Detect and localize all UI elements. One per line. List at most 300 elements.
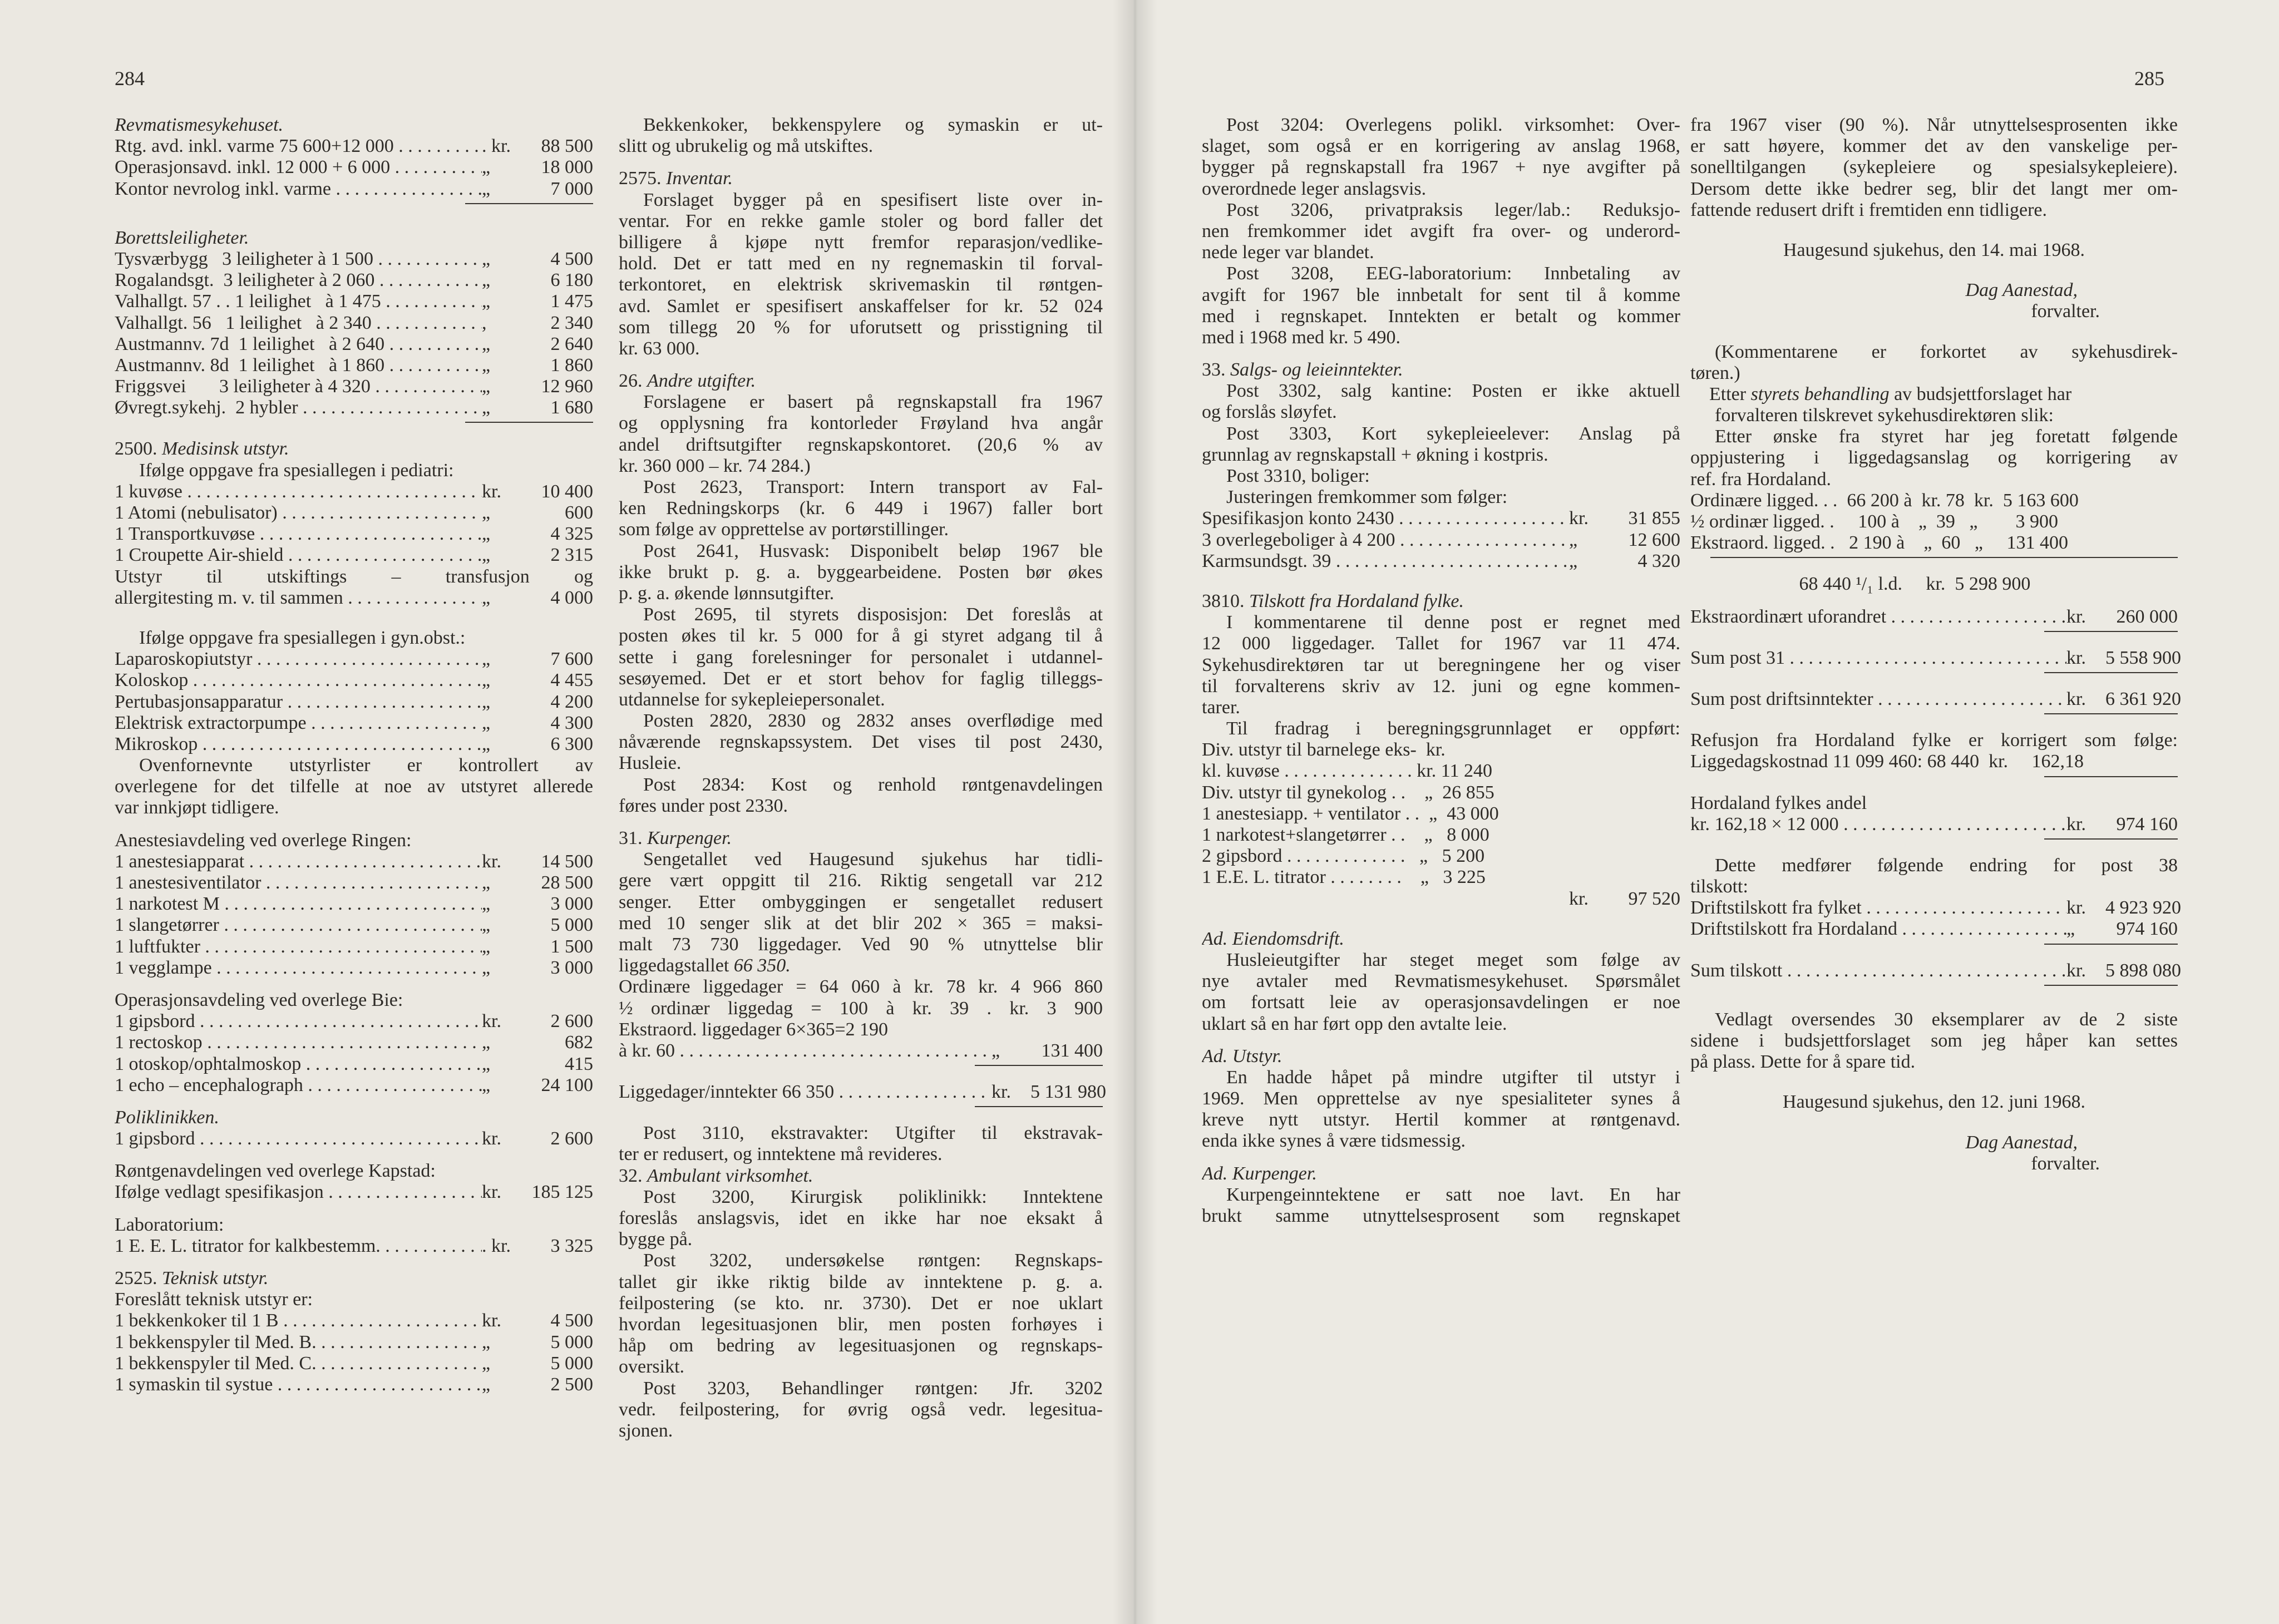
ledger-unit: „ xyxy=(1569,529,1578,550)
text-line: nen fremkommer idet avgift fra over- og underord- xyxy=(1202,220,1680,241)
ledger-unit: „ xyxy=(482,397,491,418)
ledger-amount: 18 000 xyxy=(541,157,593,178)
ledger-amount: 600 xyxy=(565,502,593,523)
ledger-label: 1 luftfukter . . . xyxy=(115,936,482,957)
text-line: ikke brukt p. g. a. byggearbeidene. Posten bør økes xyxy=(619,561,1103,583)
ledger-unit: „ xyxy=(482,733,491,754)
text-line: med 10 senger slik at det blir 202 × 365 = maksi- xyxy=(619,912,1103,934)
ledger-unit: kr. xyxy=(2066,897,2086,919)
text-line: Hordaland fylkes andel xyxy=(1690,792,1867,813)
sum-rule xyxy=(2044,713,2178,714)
ledger-row xyxy=(115,957,593,979)
spacer xyxy=(1690,595,2178,606)
spacer xyxy=(619,1070,1103,1082)
right-page-column-2 xyxy=(1690,115,2181,1174)
ledger-row xyxy=(115,872,593,894)
spacer xyxy=(619,157,1103,168)
ledger-unit: „ xyxy=(482,649,491,670)
ledger-label: Ekstraordinært uforandret . . . xyxy=(1690,606,2066,628)
text-line: 68 440 ¹/₁ l.d. kr. 5 298 900 xyxy=(1690,574,2031,595)
ledger-row xyxy=(115,1054,593,1075)
text-line: føres under post 2330. xyxy=(619,795,788,816)
ledger-amount: 6 300 xyxy=(550,733,593,754)
ledger-label: Friggsvei 3 leiligheter à 4 320 . . . xyxy=(115,376,482,397)
ledger-unit: „ xyxy=(482,354,491,376)
ledger-row xyxy=(115,894,593,915)
ledger-row xyxy=(115,355,593,376)
ledger-unit: „ xyxy=(482,545,491,566)
text-line: tarer. xyxy=(1202,697,1240,718)
ledger-label: Ifølge vedlagt spesifikasjon . . . xyxy=(115,1182,482,1203)
ledger-row xyxy=(115,588,593,609)
sum-rule xyxy=(2044,985,2178,986)
ledger-label: Rtg. avd. inkl. varme 75 600+12 000 . . . xyxy=(115,136,482,157)
spacer xyxy=(1690,1113,2178,1132)
right-page xyxy=(1133,0,2279,1624)
ledger-amount: 4 500 xyxy=(550,248,593,269)
text-line: ½ ordinær ligged. . 100 à „ 39 „ 3 900 xyxy=(1690,511,2059,532)
text-line: avd. Samlet er spesifisert anskaffelser for kr. 52 024 xyxy=(619,295,1103,317)
text-line: nye avtaler med Revmatismesykehuset. Spørsmålet xyxy=(1202,971,1680,992)
spacer xyxy=(115,1257,593,1268)
section-heading: Ad. Eiendomsdrift. xyxy=(1202,928,1344,949)
sum-rule xyxy=(975,1065,1103,1066)
text-line: var innkjøpt tidligere. xyxy=(115,797,279,818)
ledger-row xyxy=(115,1182,593,1203)
ledger-amount: 14 500 xyxy=(541,851,593,872)
sum-rule xyxy=(2044,838,2178,840)
text-line: Utstyr til utskiftings – transfusjon og xyxy=(115,566,593,587)
text-line: 2 gipsbord . . . . . . . . . . . . . „ 5 200 xyxy=(1202,846,1485,867)
text-line: Div. utstyr til barnelege eks- kr. xyxy=(1202,739,1446,761)
text-line: Post 2834: Kost og renhold røntgenavdelingen xyxy=(643,774,1103,795)
ledger-amount: 24 100 xyxy=(541,1074,593,1095)
spacer xyxy=(1690,678,2178,689)
ledger-amount: 974 160 xyxy=(2116,919,2178,940)
section-heading xyxy=(619,955,1103,976)
ledger-amount: 1 475 xyxy=(550,291,593,312)
ledger-label: Spesifikasjon konto 2430 . . . xyxy=(1202,508,1569,529)
ledger-amount: 974 160 xyxy=(2116,813,2178,835)
ledger-row xyxy=(115,1032,593,1053)
ledger-row xyxy=(115,136,593,157)
ledger-label: Driftstilskott fra fylket . . . xyxy=(1690,897,2066,919)
spacer xyxy=(115,979,593,990)
ledger-row xyxy=(115,157,593,178)
text-line: bygge på. xyxy=(619,1229,693,1250)
ledger-amount: 5 898 080 xyxy=(2105,960,2181,981)
sum-rule xyxy=(2044,944,2178,945)
text-line: Post 3200, Kirurgisk poliklinikk: Inntektene xyxy=(643,1186,1103,1207)
text-line: til forvalterens skriv av 12. juni og egne kommen- xyxy=(1202,675,1680,697)
ledger-label: Austmannv. 8d 1 leilighet à 1 860 . . . xyxy=(115,355,482,376)
ledger-amount: 1 500 xyxy=(550,936,593,957)
signature-title: forvalter. xyxy=(2031,301,2100,322)
ledger-label: 1 echo – encephalograph . . . xyxy=(115,1075,482,1096)
ledger-label: Austmannv. 7d 1 leilighet à 2 640 . . . xyxy=(115,334,482,355)
ledger-label: Driftstilskott fra Hordaland . . . xyxy=(1690,919,2066,940)
text-line: slitt og ubrukelig og må utskiftes. xyxy=(619,136,874,157)
ledger-row xyxy=(1202,508,1680,529)
text-line: 1 narkotest+slangetørrer . . „ 8 000 xyxy=(1202,825,1489,845)
ledger-label: 1 gipsbord . . . xyxy=(115,1011,482,1032)
text-line: Røntgenavdelingen ved overlege Kapstad: xyxy=(115,1161,436,1182)
text-line: Operasjonsavdeling ved overlege Bie: xyxy=(115,989,403,1010)
heading-number: 2500. xyxy=(115,438,162,460)
ledger-amount: 4 000 xyxy=(550,587,593,608)
ledger-unit: „ xyxy=(482,957,491,978)
section-heading: Ad. Utstyr. xyxy=(1202,1045,1282,1067)
text-line: sette i gang forelesninger for personalet i utdannel- xyxy=(619,646,1103,668)
ledger-amount: 2 340 xyxy=(550,312,593,333)
ledger-unit: kr. xyxy=(482,1310,501,1331)
text-line: hold. Det er tatt med en ny regnemaskin til forval- xyxy=(619,253,1103,274)
ledger-unit: „ xyxy=(482,333,491,354)
section-heading: Poliklinikken. xyxy=(115,1107,219,1128)
ledger-label: 1 rectoskop . . . xyxy=(115,1032,482,1053)
ledger-label: Sum post driftsinntekter . . . xyxy=(1690,689,2066,710)
ledger-row xyxy=(619,1040,1103,1062)
ledger-row xyxy=(115,1353,593,1374)
text-line: oppjustering i liggedagsanslag og korrigering av xyxy=(1690,447,2178,468)
spacer xyxy=(1690,782,2178,793)
text-line: kreve nytt utstyr. Hertil kommer at røntgenavd. xyxy=(1202,1109,1680,1131)
text-line: fra 1967 viser (90 %). Når utnyttelsesprosenten ikke xyxy=(1690,115,2178,135)
ledger-row xyxy=(619,1082,1106,1103)
text-line: Post 3204: Overlegens polikl. virksomhet: Over- xyxy=(1226,115,1680,135)
spacer xyxy=(115,1096,593,1107)
spacer xyxy=(1690,562,2178,574)
ledger-unit: „ xyxy=(482,691,491,712)
ledger-row xyxy=(115,1374,593,1395)
text-line: hvordan legesituasjonen blir, men posten forhøyes i xyxy=(619,1314,1103,1335)
ledger-unit: kr. xyxy=(2066,606,2086,627)
ledger-row xyxy=(115,481,593,502)
ledger-amount: 31 855 xyxy=(1628,508,1680,529)
ledger-label: 1 Croupette Air-shield . . . xyxy=(115,545,482,566)
sum-rule xyxy=(465,203,593,204)
text-line: (Kommentarene er forkortet av sykehusdirek- xyxy=(1715,341,2178,362)
ledger-unit: „ xyxy=(482,915,491,936)
ledger-unit: , xyxy=(482,312,487,333)
ledger-unit: . kr. xyxy=(482,136,511,157)
ledger-unit: kr. xyxy=(1569,888,1589,909)
spacer xyxy=(115,1149,593,1161)
spacer xyxy=(619,1112,1103,1123)
sum-rule xyxy=(1710,557,2178,558)
text-line: billigere å kjøpe nytt fremfor reparasjon/vedlike- xyxy=(619,231,1103,253)
spacer xyxy=(1690,221,2178,240)
heading-number: 33. xyxy=(1202,359,1230,381)
section-heading: Revmatismesykehuset. xyxy=(115,115,284,135)
text-line: gere vært oppgitt til 216. Riktig sengetall var 212 xyxy=(619,870,1103,891)
ledger-row xyxy=(115,1075,593,1096)
ledger-row xyxy=(115,397,593,418)
ledger-row xyxy=(115,734,593,755)
text-line: håp om bedring av legesituasjonen og regnskaps- xyxy=(619,1335,1103,1356)
text-line: Post 3208, EEG-laboratorium: Innbetaling av xyxy=(1226,263,1680,284)
ledger-unit: kr. xyxy=(482,1128,501,1149)
text-line: slaget, som også er en korrigering av anslag 1968, xyxy=(1202,136,1680,157)
ledger-label: 1 anestesiapparat . . . xyxy=(115,851,482,872)
text-line: Forslaget bygger på en spesifisert liste over in- xyxy=(643,189,1103,210)
sum-rule xyxy=(975,1106,1103,1107)
ledger-unit: „ xyxy=(482,1374,491,1395)
dateline: Haugesund sjukehus, den 12. juni 1968. xyxy=(1783,1092,2085,1113)
ledger-amount: 7 600 xyxy=(550,649,593,670)
section-heading: Ad. Kurpenger. xyxy=(1202,1163,1317,1184)
ledger-amount: 5 000 xyxy=(550,915,593,936)
ledger-amount: 185 125 xyxy=(531,1182,593,1203)
text-line: I kommentarene til denne post er regnet med xyxy=(1226,612,1680,633)
ledger-unit: „ xyxy=(482,157,491,178)
ledger-label: Valhallgt. 56 1 leilighet à 2 340 . . . xyxy=(115,313,482,334)
ledger-row xyxy=(1202,551,1680,572)
text-line: Etter ønske fra styret har jeg foretatt følgende xyxy=(1715,426,2178,447)
left-page-column-2 xyxy=(619,115,1106,1442)
ledger-label: 1 anestesiventilator . . . xyxy=(115,872,482,894)
ledger-unit: „ xyxy=(482,248,491,269)
ledger-amount: 12 960 xyxy=(541,376,593,397)
signature-title: forvalter. xyxy=(2031,1153,2100,1174)
text-line: Vedlagt oversendes 30 eksemplarer av de 2 siste xyxy=(1715,1009,2178,1030)
ledger-label: 1 bekkenkoker til 1 B . . . xyxy=(115,1310,482,1331)
text-line: kl. kuvøse . . . . . . . . . . . . . . kr. 11 240 xyxy=(1202,761,1492,782)
ledger-amount: 12 600 xyxy=(1628,529,1680,550)
text-line: bygger på regnskapstall fra 1967 + nye avgifter på xyxy=(1202,157,1680,178)
text-line: Forslagene er basert på regnskapstall fra 1967 xyxy=(643,392,1103,413)
heading-title: styrets behandling xyxy=(1750,383,1890,404)
ledger-row xyxy=(115,376,593,397)
heading-title: Medisinsk utstyr. xyxy=(162,438,289,460)
ledger-amount: 4 300 xyxy=(550,712,593,733)
text-line: Ordinære ligged. . . 66 200 à kr. 78 kr. 5 163 600 xyxy=(1690,490,2079,511)
spacer xyxy=(1690,636,2178,648)
ledger-row xyxy=(115,713,593,734)
ledger-row xyxy=(115,291,593,312)
ledger-amount: 4 325 xyxy=(550,524,593,545)
ledger-label: allergitesting m. v. til sammen . . . xyxy=(115,588,482,609)
ledger-label xyxy=(1202,888,1569,910)
heading-title: Ambulant virksomhet. xyxy=(647,1165,813,1186)
section-heading xyxy=(1202,591,1680,612)
section-heading xyxy=(619,371,1103,392)
text-line: Posten 2820, 2830 og 2832 anses overflødige med xyxy=(643,710,1103,732)
text-line: Foreslått teknisk utstyr er: xyxy=(115,1289,313,1310)
ledger-unit: kr. xyxy=(2066,688,2086,709)
spacer xyxy=(1690,1073,2178,1092)
text-line: Refusjon fra Hordaland fylke er korrigert som følge: xyxy=(1690,730,2178,751)
text-line: foreslås anslagsvis, idet en ikke har noe eksakt å xyxy=(619,1208,1103,1228)
ledger-row xyxy=(115,313,593,334)
dateline: Haugesund sjukehus, den 14. mai 1968. xyxy=(1783,239,2085,260)
ledger-amount: 4 320 xyxy=(1637,550,1680,571)
ledger-label: Tysværbygg 3 leiligheter à 1 500 . . . xyxy=(115,249,482,270)
ledger-label: 1 Atomi (nebulisator) . . . xyxy=(115,502,482,524)
ledger-amount: 6 180 xyxy=(550,270,593,291)
section-heading xyxy=(115,1268,593,1289)
text-line: Post 3203, Behandlinger røntgen: Jfr. 3202 xyxy=(643,1378,1103,1399)
ledger-amount: 3 000 xyxy=(550,957,593,978)
ledger-label: 1 narkotest M . . . xyxy=(115,894,482,915)
ledger-label: 1 E. E. L. titrator for kalkbestemm. . . . xyxy=(115,1236,482,1257)
ledger-row xyxy=(1202,530,1680,551)
ledger-label: Liggedager/inntekter 66 350 . . . xyxy=(619,1082,991,1103)
section-heading xyxy=(619,1166,1103,1187)
ledger-label: Karmsundsgt. 39 . . . xyxy=(1202,551,1569,572)
ledger-label: Sum tilskott . . . xyxy=(1690,960,2066,981)
ledger-unit: „ xyxy=(482,178,491,199)
ledger-label: kr. 162,18 × 12 000 . . . xyxy=(1690,814,2066,835)
spacer xyxy=(1202,910,1680,929)
ledger-label: Pertubasjonsapparatur . . . xyxy=(115,692,482,713)
ledger-row xyxy=(115,524,593,545)
ledger-unit: „ xyxy=(482,1074,491,1095)
ledger-unit: „ xyxy=(2066,919,2075,940)
ledger-amount: 1 860 xyxy=(550,354,593,376)
text-line: malt 73 730 liggedager. Ved 90 % utnyttelse blir xyxy=(619,934,1103,955)
ledger-unit: „ xyxy=(482,270,491,291)
text-line: om fortsatt leie av operasjonsavdelingen er noe xyxy=(1202,992,1680,1013)
ledger-label: Kontor nevrolog inkl. varme . . . xyxy=(115,179,482,200)
text-line: som følge av opprettelse av portørstillinger. xyxy=(619,519,949,540)
text-line: 12 000 liggedager. Tallet for 1967 var 11 474. xyxy=(1202,633,1680,654)
ledger-label: Koloskop . . . xyxy=(115,670,482,691)
ledger-unit: . kr. xyxy=(482,1235,511,1256)
text-line: sidene i budsjettforslaget som jeg håper kan settes xyxy=(1690,1030,2178,1051)
ledger-amount: 2 600 xyxy=(550,1128,593,1149)
heading-title: Kurpenger. xyxy=(647,828,732,848)
spacer xyxy=(1202,348,1680,359)
text-line: Sengetallet ved Haugesund sjukehus har tidli- xyxy=(643,849,1103,870)
text-line: tilskott: xyxy=(1690,876,1748,897)
page-number-left: 284 xyxy=(115,67,145,90)
heading-title: 66 350. xyxy=(733,955,791,976)
ledger-row xyxy=(115,545,593,566)
text-line: og forslås sløyfet. xyxy=(1202,402,1337,423)
text-line: overordnede leger anslagsvis. xyxy=(1202,178,1427,199)
spacer xyxy=(1690,323,2178,342)
text-line: Ekstraord. ligged. . 2 190 à „ 60 „ 131 400 xyxy=(1690,532,2068,554)
text-line: Liggedagskostnad 11 099 460: 68 440 kr. 162,18 xyxy=(1690,751,2084,772)
text-line: Post 2623, Transport: Intern transport av Fal- xyxy=(643,477,1103,497)
ledger-unit: „ xyxy=(482,872,491,893)
heading-number: 32. xyxy=(619,1165,647,1186)
text-line: 1 anestesiapp. + ventilator . . „ 43 000 xyxy=(1202,803,1499,824)
ledger-unit: „ xyxy=(482,894,491,915)
ledger-unit: „ xyxy=(482,936,491,957)
text-line: Ovenfornevnte utstyrlister er kontrollert av xyxy=(139,755,593,776)
spacer xyxy=(1690,949,2178,960)
text-line: sonelltilgangen (sykepleiere og spesialsykepleiere). xyxy=(1690,157,2178,178)
text-line: Til fradrag i beregningsgrunnlaget er oppført: xyxy=(1226,718,1680,739)
ledger-amount: 5 000 xyxy=(550,1352,593,1374)
ledger-row xyxy=(1690,647,2181,669)
spacer xyxy=(1690,261,2178,280)
ledger-row xyxy=(115,915,593,936)
text-line: nede leger var blandet. xyxy=(1202,242,1374,263)
ledger-amount: 4 455 xyxy=(550,670,593,691)
ledger-row xyxy=(115,502,593,524)
text-line: 1 E.E. L. titrator . . . . . . . . „ 3 225 xyxy=(1202,867,1486,888)
text-line: Ifølge oppgave fra spesiallegen i pediatri: xyxy=(139,460,454,481)
ledger-row xyxy=(115,179,593,200)
ledger-label: à kr. 60 . . . xyxy=(619,1040,991,1062)
ledger-label: Laparoskopiutstyr . . . xyxy=(115,649,482,670)
ledger-label: 1 otoskop/ophtalmoskop . . . xyxy=(115,1054,482,1075)
heading-number: 31. xyxy=(619,828,647,848)
text-line: feilpostering (se kto. nr. 3730). Det er noe uklart xyxy=(619,1292,1103,1314)
sum-rule xyxy=(2044,631,2178,632)
ledger-amount: 4 923 920 xyxy=(2105,897,2181,919)
text-line: ken Redningskorps (kr. 6 449 i 1967) faller bort xyxy=(619,498,1103,519)
ledger-unit: „ xyxy=(482,1352,491,1374)
text-line: tøren.) xyxy=(1690,362,1740,383)
text-line: vedr. feilpostering, for øvrig også vedr. legesitua- xyxy=(619,1399,1103,1420)
ledger-label: Operasjonsavd. inkl. 12 000 + 6 000 . . . xyxy=(115,157,482,178)
section-heading xyxy=(1690,384,2178,405)
text-line: enda ikke synes å være tidsmessig. xyxy=(1202,1131,1466,1152)
text-line: Dette medfører følgende endring for post 38 xyxy=(1715,855,2178,876)
ledger-amount: 2 315 xyxy=(550,545,593,566)
spacer xyxy=(115,209,593,228)
text-line: Anestesiavdeling ved overlege Ringen: xyxy=(115,830,412,851)
text-line: er satt høyere, kommer det av den vanskelige per- xyxy=(1690,136,2178,157)
ledger-row xyxy=(1690,897,2181,919)
text-line: Ifølge oppgave fra spesiallegen i gyn.obst.: xyxy=(139,627,466,648)
text-line: Div. utstyr til gynekolog . . „ 26 855 xyxy=(1202,782,1494,803)
spacer xyxy=(1690,990,2178,1009)
left-page xyxy=(0,0,1133,1624)
ledger-amount: 28 500 xyxy=(541,872,593,893)
ledger-row xyxy=(1690,960,2181,981)
heading-title: Teknisk utstyr. xyxy=(162,1268,269,1289)
ledger-amount: 682 xyxy=(565,1032,593,1053)
heading-title: Andre utgifter. xyxy=(647,371,756,392)
heading-number: 26. xyxy=(619,371,647,392)
ledger-unit: „ xyxy=(482,587,491,608)
ledger-unit: kr. xyxy=(2066,647,2086,668)
spacer xyxy=(619,359,1103,371)
text-line: terkontoret, en elektrisk skrivemaskin til røntgen- xyxy=(619,274,1103,295)
heading-number: 2525. xyxy=(115,1268,162,1289)
section-heading xyxy=(1202,359,1680,381)
ledger-amount: 7 000 xyxy=(550,178,593,199)
ledger-amount: 2 640 xyxy=(550,333,593,354)
text-line: sesøyemed. Det er et stort behov for faglig tilleggs- xyxy=(619,668,1103,689)
ledger-amount: 97 520 xyxy=(1628,888,1680,909)
heading-title: Tilskott fra Hordaland fylke. xyxy=(1249,590,1464,611)
text-line: med i 1968 med kr. 5 490. xyxy=(1202,327,1400,348)
text-line: En hadde håpet på mindre utgifter til utstyr i xyxy=(1226,1067,1680,1088)
text-line: Bekkenkoker, bekkenspylere og symaskin er ut- xyxy=(643,115,1103,135)
ledger-row xyxy=(115,1011,593,1032)
text-line: p. g. a. økende lønnsutgifter. xyxy=(619,583,835,604)
page-number-right: 285 xyxy=(2134,67,2164,90)
ledger-amount: 415 xyxy=(565,1053,593,1074)
ledger-row xyxy=(115,692,593,713)
text-line: posten økes til kr. 5 000 for å gi styret adgang til å xyxy=(619,625,1103,646)
text-line: ter er redusert, og inntektene må revideres. xyxy=(619,1144,943,1165)
ledger-label: 3 overlegeboliger à 4 200 . . . xyxy=(1202,530,1569,551)
text-line: Ordinære liggedager = 64 060 à kr. 78 kr. 4 966 860 xyxy=(619,976,1103,998)
left-page-column-1 xyxy=(115,115,593,1395)
ledger-label: Øvregt.sykehj. 2 hybler . . . xyxy=(115,397,482,418)
ledger-unit: „ xyxy=(482,670,491,691)
ledger-label: 1 slangetørrer . . . xyxy=(115,915,482,936)
ledger-label: 1 Transportkuvøse . . . xyxy=(115,524,482,545)
ledger-unit: kr. xyxy=(2066,813,2086,835)
